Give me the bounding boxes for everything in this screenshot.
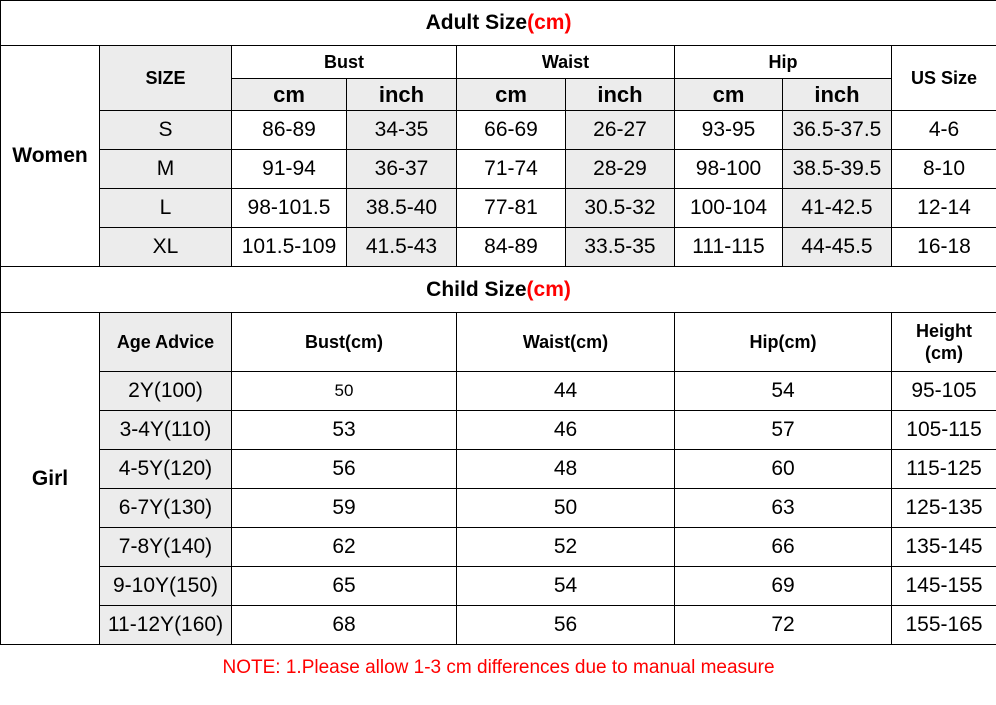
size-cell: S [100,111,232,150]
table-cell: 56 [232,450,457,489]
waist-cm-header: cm [457,79,566,111]
table-cell: 26-27 [566,111,675,150]
waist-inch-header: inch [566,79,675,111]
hip-cm-header: cm [675,79,783,111]
group-label-women: Women [1,46,100,267]
table-cell: 155-165 [892,606,996,645]
table-cell: 54 [457,567,675,606]
adult-size-title-unit: (cm) [527,11,572,34]
table-cell: 16-18 [892,228,996,267]
table-cell: 46 [457,411,675,450]
age-cell: 3-4Y(110) [100,411,232,450]
bust-inch-header: inch [347,79,457,111]
age-cell: 2Y(100) [100,372,232,411]
table-cell: 38.5-40 [347,189,457,228]
age-cell: 4-5Y(120) [100,450,232,489]
table-cell: 71-74 [457,150,566,189]
table-cell: 135-145 [892,528,996,567]
table-cell: 105-115 [892,411,996,450]
note-text: NOTE: 1.Please allow 1-3 cm differences due to manual measure [1,645,996,691]
size-cell: XL [100,228,232,267]
age-cell: 7-8Y(140) [100,528,232,567]
table-cell: 4-6 [892,111,996,150]
table-row [1,372,996,411]
table-cell: 60 [675,450,892,489]
table-row [1,528,996,567]
us-size-header: US Size [892,46,996,111]
table-cell: 145-155 [892,567,996,606]
group-label-girl: Girl [1,313,100,645]
table-cell: 91-94 [232,150,347,189]
table-cell: 68 [232,606,457,645]
table-row [1,567,996,606]
table-cell: 50 [457,489,675,528]
table-cell: 98-101.5 [232,189,347,228]
table-cell: 69 [675,567,892,606]
table-cell: 77-81 [457,189,566,228]
table-cell: 56 [457,606,675,645]
waist-header: Waist [457,46,675,79]
table-cell: 57 [675,411,892,450]
age-advice-header: Age Advice [100,313,232,372]
age-cell: 9-10Y(150) [100,567,232,606]
table-cell: 44 [457,372,675,411]
table-cell: 41-42.5 [783,189,892,228]
bust-cm-header: cm [232,79,347,111]
adult-size-title: Adult Size(cm) [1,1,996,46]
table-cell: 36.5-37.5 [783,111,892,150]
child-bust-header: Bust(cm) [232,313,457,372]
table-cell: 36-37 [347,150,457,189]
table-row [1,489,996,528]
child-size-title-unit: (cm) [526,277,571,301]
table-cell: 54 [675,372,892,411]
size-cell: M [100,150,232,189]
table-cell: 33.5-35 [566,228,675,267]
age-cell: 6-7Y(130) [100,489,232,528]
table-cell: 53 [232,411,457,450]
table-cell: 65 [232,567,457,606]
table-cell: 63 [675,489,892,528]
table-cell: 44-45.5 [783,228,892,267]
table-cell: 28-29 [566,150,675,189]
size-header: SIZE [100,46,232,111]
table-cell: 30.5-32 [566,189,675,228]
table-cell: 95-105 [892,372,996,411]
table-cell: 66 [675,528,892,567]
table-cell: 72 [675,606,892,645]
child-size-title: Child Size(cm) [1,267,996,313]
child-hip-header: Hip(cm) [675,313,892,372]
table-cell: 62 [232,528,457,567]
table-cell: 125-135 [892,489,996,528]
table-cell: 8-10 [892,150,996,189]
hip-inch-header: inch [783,79,892,111]
table-cell: 93-95 [675,111,783,150]
bust-header: Bust [232,46,457,79]
size-cell: L [100,189,232,228]
table-cell: 48 [457,450,675,489]
table-cell: 115-125 [892,450,996,489]
table-cell: 12-14 [892,189,996,228]
age-cell: 11-12Y(160) [100,606,232,645]
table-cell: 98-100 [675,150,783,189]
table-cell: 52 [457,528,675,567]
table-cell: 101.5-109 [232,228,347,267]
table-row [1,411,996,450]
table-cell: 38.5-39.5 [783,150,892,189]
table-cell: 34-35 [347,111,457,150]
child-height-header: Height (cm) [892,313,996,372]
table-row [1,450,996,489]
table-row [1,111,996,150]
table-cell: 41.5-43 [347,228,457,267]
table-row [1,228,996,267]
table-cell: 84-89 [457,228,566,267]
table-row [1,606,996,645]
table-cell: 66-69 [457,111,566,150]
table-row [1,189,996,228]
table-cell: 86-89 [232,111,347,150]
table-row [1,150,996,189]
child-waist-header: Waist(cm) [457,313,675,372]
table-cell: 111-115 [675,228,783,267]
table-cell: 100-104 [675,189,783,228]
table-cell: 50 [232,372,457,411]
hip-header: Hip [675,46,892,79]
table-cell: 59 [232,489,457,528]
